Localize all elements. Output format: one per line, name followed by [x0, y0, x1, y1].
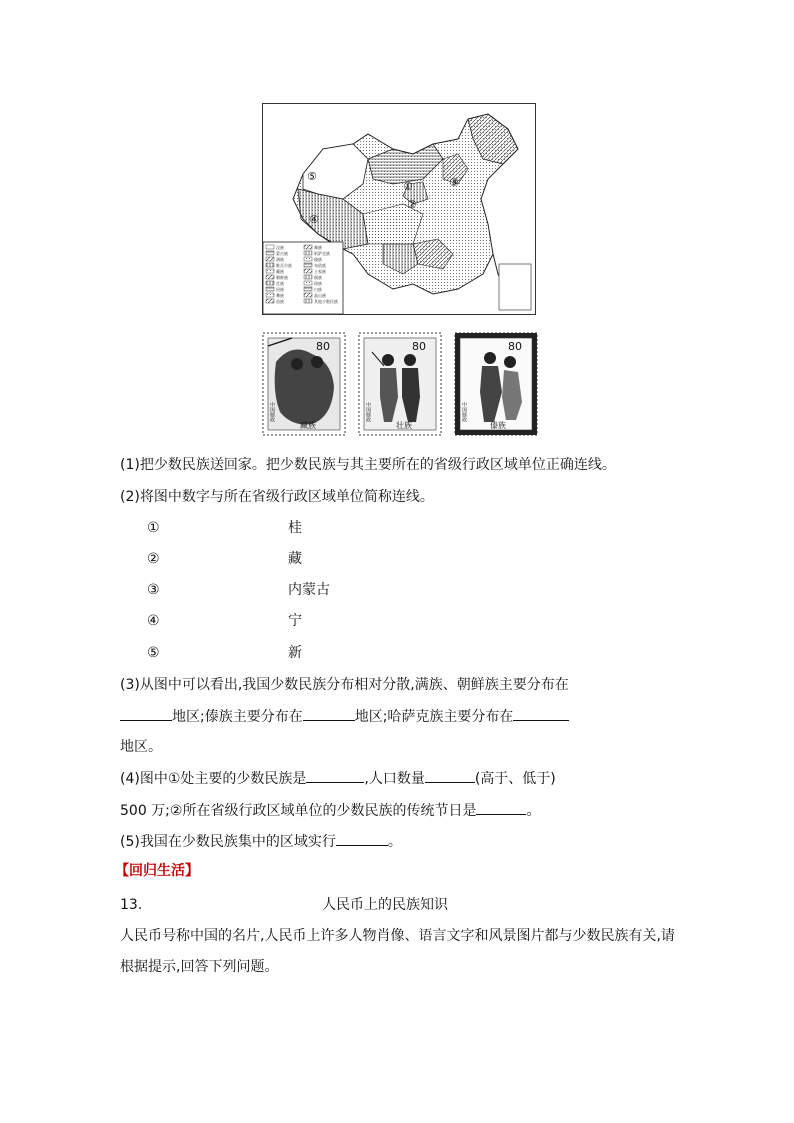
match-number: ①	[147, 520, 160, 536]
question-13-number: 13.	[120, 897, 143, 913]
stamp-ethnic-name: 藏族	[300, 421, 316, 430]
legend-item: 侗族	[314, 275, 322, 280]
question-5-part-b: 。	[387, 834, 402, 850]
map-marker-4: ④	[309, 213, 319, 226]
legend-item: 傣族	[314, 257, 322, 262]
stamp-ethnic-name: 傣族	[490, 421, 506, 430]
question-4-part-e: 。	[526, 803, 541, 819]
match-abbr: 藏	[288, 551, 302, 567]
legend-item: 满族	[276, 257, 284, 262]
legend-item: 汉族	[276, 245, 284, 250]
question-3-line-1: (3)从图中可以看出,我国少数民族分布相对分散,满族、朝鲜族主要分布在	[120, 677, 569, 693]
stamp-dai	[454, 332, 538, 436]
stamp-country: 中国邮政	[461, 402, 467, 422]
legend-item: 苗族	[276, 299, 284, 304]
legend-item: 维吾尔族	[276, 263, 292, 268]
answer-blank[interactable]	[303, 706, 355, 721]
legend-item: 藏族	[276, 269, 284, 274]
question-5-part-a: (5)我国在少数民族集中的区域实行	[120, 834, 336, 850]
legend-item: 土家族	[314, 269, 326, 274]
answer-blank[interactable]	[306, 768, 364, 783]
match-abbr: 宁	[288, 613, 302, 629]
question-4-part-d: 500 万;②所在省级行政区域单位的少数民族的传统节日是	[120, 803, 477, 819]
question-3-line-2	[120, 706, 569, 727]
question-4-part-a: (4)图中①处主要的少数民族是	[120, 771, 307, 787]
answer-blank[interactable]	[476, 800, 526, 815]
match-abbr: 桂	[288, 520, 302, 536]
answer-blank[interactable]	[425, 768, 475, 783]
legend-item: 其他少数民族	[314, 299, 338, 304]
question-4-part-c: (高于、低于)	[474, 771, 556, 787]
stamp-value: 80	[316, 340, 330, 353]
question-3-line-3: 地区。	[120, 739, 162, 755]
china-map-graphic	[263, 104, 535, 314]
question-4-line-1	[120, 768, 556, 789]
answer-blank[interactable]	[120, 706, 172, 721]
answer-blank[interactable]	[336, 831, 388, 846]
legend-item: 布依族	[314, 263, 326, 268]
legend-item: 高山族	[314, 293, 326, 298]
stamp-country: 中国邮政	[269, 402, 275, 422]
question-2: (2)将图中数字与所在省级行政区域单位简称连线。	[120, 489, 434, 505]
legend-item: 哈萨克族	[314, 251, 330, 256]
legend-item: 瑶族	[314, 281, 322, 286]
stamp-ethnic-name: 壮族	[396, 421, 412, 430]
legend-item: 壮族	[276, 281, 284, 286]
map-marker-1: ①	[403, 180, 413, 193]
match-abbr: 新	[288, 645, 302, 661]
question-13-line-2: 根据提示,回答下列问题。	[120, 959, 279, 975]
stamp-tibetan	[262, 332, 346, 436]
legend-item: 朝鲜族	[276, 275, 288, 280]
match-number: ③	[147, 582, 160, 598]
map-marker-2: ②	[407, 198, 417, 211]
match-number: ⑤	[147, 645, 160, 661]
map-marker-5: ⑤	[307, 170, 317, 183]
stamp-value: 80	[412, 340, 426, 353]
legend-item: 黎族	[314, 245, 322, 250]
question-4-line-2	[120, 800, 540, 821]
ethnic-distribution-map	[262, 103, 536, 315]
answer-blank[interactable]	[513, 706, 569, 721]
question-5	[120, 831, 402, 852]
stamp-value: 80	[508, 340, 522, 353]
section-heading: 【回归生活】	[115, 863, 199, 879]
match-number: ②	[147, 551, 160, 567]
stamp-country: 中国邮政	[365, 402, 371, 422]
legend-item: 蒙古族	[276, 251, 288, 256]
match-abbr: 内蒙古	[288, 582, 330, 598]
south-sea-inset	[499, 264, 531, 310]
legend-item: 彝族	[276, 293, 284, 298]
map-marker-3: ③	[449, 176, 459, 189]
question-3-part-2: 地区;哈萨克族主要分布在	[354, 709, 514, 725]
question-1: (1)把少数民族送回家。把少数民族与其主要所在的省级行政区域单位正确连线。	[120, 457, 616, 473]
question-4-part-b: ,人口数量	[364, 771, 425, 787]
stamp-zhuang	[358, 332, 442, 436]
question-13-line-1: 人民币号称中国的名片,人民币上许多人物肖像、语言文字和风景图片都与少数民族有关,请	[120, 928, 675, 944]
question-13-title: 人民币上的民族知识	[322, 897, 448, 913]
legend-item: 白族	[314, 287, 322, 292]
legend-item: 回族	[276, 287, 284, 292]
match-number: ④	[147, 613, 160, 629]
question-3-part-1: 地区;傣族主要分布在	[172, 709, 303, 725]
